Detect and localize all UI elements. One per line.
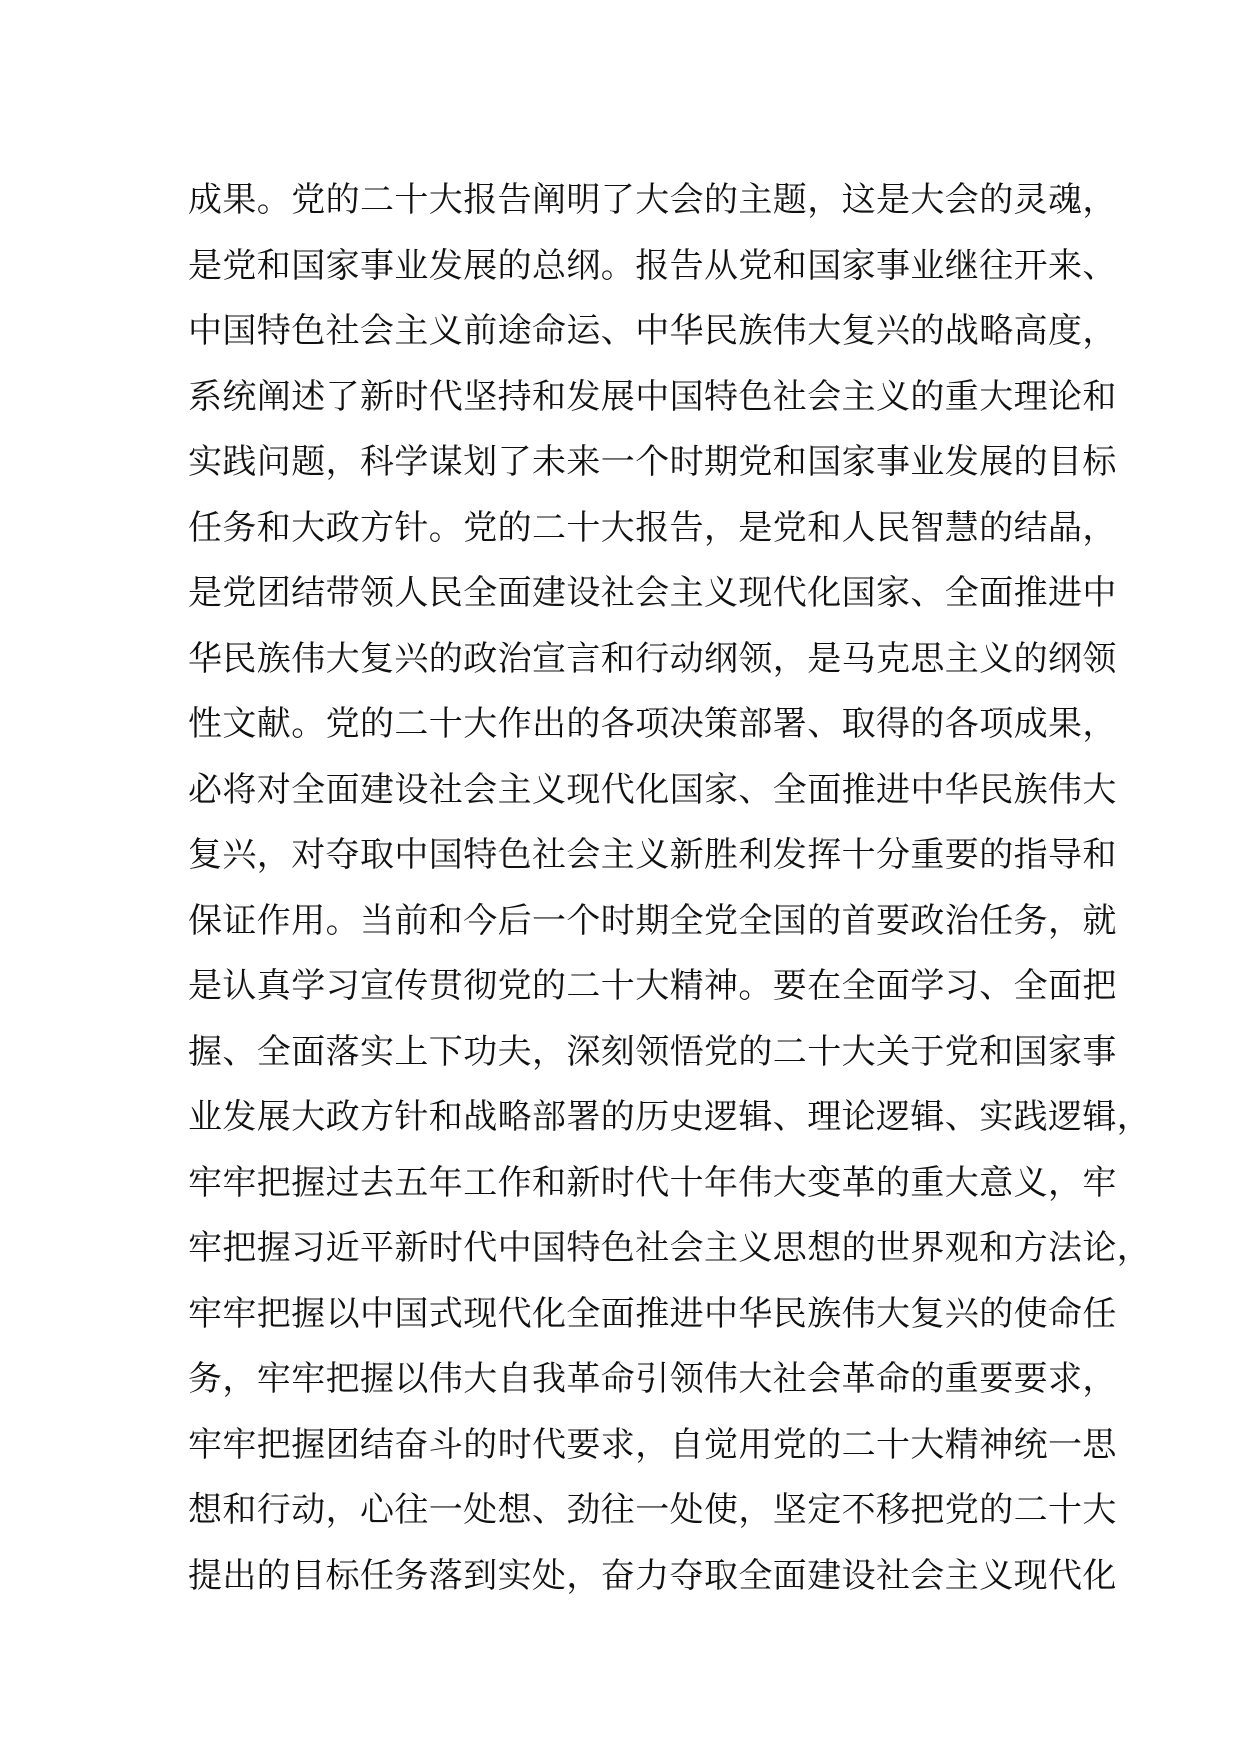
text-line: 务，牢牢把握以伟大自我革命引领伟大社会革命的重要要求， (188, 1359, 1117, 1399)
body-paragraph (188, 168, 1152, 1609)
text-line: 牢把握习近平新时代中国特色社会主义思想的世界观和方法论， (188, 1228, 1152, 1268)
text-line: 复兴，对夺取中国特色社会主义新胜利发挥十分重要的指导和 (188, 835, 1117, 875)
text-line: 必将对全面建设社会主义现代化国家、全面推进中华民族伟大 (188, 769, 1117, 810)
text-line: 保证作用。当前和今后一个时期全党全国的首要政治任务，就 (188, 900, 1117, 941)
text-line: 华民族伟大复兴的政治宣言和行动纲领，是马克思主义的纲领 (188, 638, 1117, 679)
text-line: 是党和国家事业发展的总纲。报告从党和国家事业继往开来、 (188, 245, 1117, 286)
text-line: 实践问题，科学谋划了未来一个时期党和国家事业发展的目标 (188, 442, 1117, 482)
text-line: 提出的目标任务落到实处，奋力夺取全面建设社会主义现代化 (188, 1555, 1117, 1596)
text-line: 牢牢把握团结奋斗的时代要求，自觉用党的二十大精神统一思 (188, 1424, 1117, 1465)
text-line: 任务和大政方针。党的二十大报告，是党和人民智慧的结晶， (188, 507, 1117, 548)
text-line: 牢牢把握过去五年工作和新时代十年伟大变革的重大意义，牢 (188, 1162, 1117, 1203)
text-line: 握、全面落实上下功夫，深刻领悟党的二十大关于党和国家事 (188, 1031, 1117, 1072)
text-line: 中国特色社会主义前途命运、中华民族伟大复兴的战略高度， (188, 311, 1117, 351)
text-line: 想和行动，心往一处想、劲往一处使，坚定不移把党的二十大 (188, 1490, 1117, 1530)
text-line: 业发展大政方针和战略部署的历史逻辑、理论逻辑、实践逻辑， (188, 1097, 1152, 1137)
text-line: 是认真学习宣传贯彻党的二十大精神。要在全面学习、全面把 (188, 966, 1117, 1006)
text-line: 性文献。党的二十大作出的各项决策部署、取得的各项成果， (188, 704, 1117, 744)
text-line: 成果。党的二十大报告阐明了大会的主题，这是大会的灵魂， (188, 180, 1117, 220)
text-line: 是党团结带领人民全面建设社会主义现代化国家、全面推进中 (188, 573, 1117, 613)
text-line: 系统阐述了新时代坚持和发展中国特色社会主义的重大理论和 (188, 376, 1117, 417)
text-line: 牢牢把握以中国式现代化全面推进中华民族伟大复兴的使命任 (188, 1293, 1117, 1334)
